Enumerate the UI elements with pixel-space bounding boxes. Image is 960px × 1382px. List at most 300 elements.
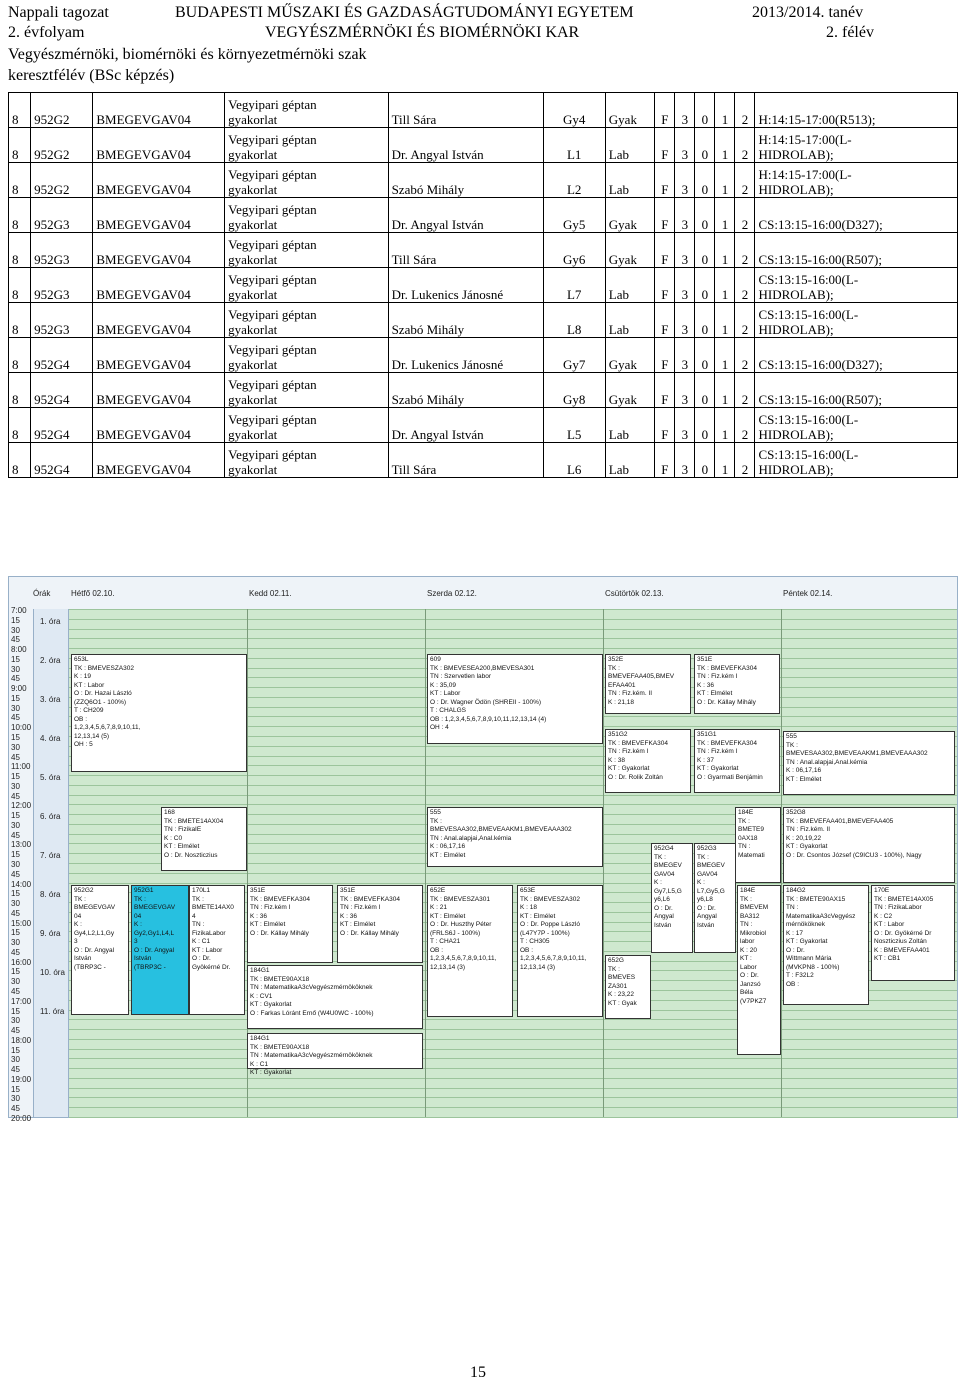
cell-b: 0 xyxy=(695,338,715,373)
hour-label: 17:00 xyxy=(11,996,32,1006)
hour-label: 45 xyxy=(11,908,20,918)
cell-grp: Gy4 xyxy=(543,93,605,128)
hour-label: 15 xyxy=(11,733,20,742)
hour-label: 15:00 xyxy=(11,918,32,928)
cell-sem: 8 xyxy=(9,198,31,233)
time-line2: HIDROLAB); xyxy=(758,322,834,337)
hour-label: 10:00 xyxy=(11,723,32,733)
time-line1: CS:13:15-16:00(L- xyxy=(758,307,859,322)
cell-c: 1 xyxy=(715,303,735,338)
timetable-event[interactable]: 170E TK : BMETE14AX05 TN : FizikaLabor K : C2 KT : Labor O : Dr. Gyökérné Dr Noszticzius Zoltán K : BMEVEFAA401 KT : CB1 xyxy=(871,885,955,981)
timetable-grid xyxy=(69,609,957,1117)
cell-b: 0 xyxy=(695,163,715,198)
cell-sem: 8 xyxy=(9,268,31,303)
subject-line1: Vegyipari géptan xyxy=(228,167,317,182)
cell-d: 2 xyxy=(735,268,755,303)
table-row xyxy=(9,373,958,408)
cell-a: 3 xyxy=(675,128,695,163)
cell-teacher: Szabó Mihály xyxy=(388,303,543,338)
cell-code: BMEGEVGAV04 xyxy=(93,268,225,303)
table-row xyxy=(9,198,958,233)
header-year: 2013/2014. tanév xyxy=(752,4,864,21)
hour-label: 7:00 xyxy=(11,606,27,615)
cell-grp: L1 xyxy=(543,128,605,163)
cell-time xyxy=(755,128,958,163)
cell-c: 1 xyxy=(715,233,735,268)
cell-time xyxy=(755,198,958,233)
subject-line1: Vegyipari géptan xyxy=(228,342,317,357)
cell-time xyxy=(755,338,958,373)
timetable-event[interactable]: 555 TK : BMEVESAA302,BMEVEAAKM1,BMEVEAAA302 TN : Anal.alapjai,Anal.kémia K : 06,17,16 KT : Elmélet xyxy=(783,731,955,795)
cell-teacher: Till Sára xyxy=(388,233,543,268)
cell-time xyxy=(755,268,958,303)
hour-label: 15 xyxy=(11,1045,20,1055)
cell-time xyxy=(755,443,958,478)
time-line1: CS:13:15-16:00(L- xyxy=(758,272,859,287)
cell-time xyxy=(755,233,958,268)
timetable-event[interactable]: 555 TK : BMEVESAA302,BMEVEAAKM1,BMEVEAAA302 TN : Anal.alapjai,Anal.kémia K : 06,17,16 KT : Elmélet xyxy=(427,807,603,867)
period-label: 2. óra xyxy=(40,656,61,665)
time-line1: CS:13:15-16:00(L- xyxy=(758,412,859,427)
cell-sem: 8 xyxy=(9,443,31,478)
cell-a: 3 xyxy=(675,268,695,303)
cell-b: 0 xyxy=(695,443,715,478)
cell-type: Lab xyxy=(605,303,655,338)
grid-line xyxy=(69,1029,957,1030)
day-friday: Péntek 02.14. xyxy=(783,589,833,598)
period-label: 8. óra xyxy=(40,890,61,899)
cell-grp: L7 xyxy=(543,268,605,303)
cell-a: 3 xyxy=(675,93,695,128)
hour-label: 30 xyxy=(11,1094,20,1104)
time-line2: CS:13:15-16:00(R507); xyxy=(758,392,882,407)
cell-f: F xyxy=(655,198,675,233)
cell-a: 3 xyxy=(675,443,695,478)
cell-code: BMEGEVGAV04 xyxy=(93,163,225,198)
hour-label: 45 xyxy=(11,1104,20,1114)
hour-label: 20:00 xyxy=(11,1114,32,1123)
time-line2: CS:13:15-16:00(D327); xyxy=(758,217,883,232)
hour-label: 30 xyxy=(11,625,20,635)
cell-grp: Gy5 xyxy=(543,198,605,233)
hour-label: 30 xyxy=(11,781,20,791)
hour-label: 18:00 xyxy=(11,1035,32,1045)
cell-grp: L2 xyxy=(543,163,605,198)
hour-label: 16:00 xyxy=(11,957,32,967)
timetable-event[interactable]: 609 TK : BMEVESEA200,BMEVESA301 TN : Szervetlen labor K : 35,09 KT : Labor O : Dr. Wagner Ödön (SHREII - 100%) T : CHALGS OB : 1,2,3,4,5,6,7,8,9,10,11,12,13,14 (4) OH : 4 xyxy=(427,654,603,744)
hour-label: 15 xyxy=(11,811,20,821)
grid-line xyxy=(69,609,957,610)
cell-subject xyxy=(225,198,388,233)
cell-type: Gyak xyxy=(605,198,655,233)
timetable-event[interactable]: 184G1 TK : BMETE90AX18 TN : MatematikaA3cVegyészmérnököknek K : CV1 KT : Gyakorlat O : Farkas Lóránt Ernő (W4U0WC - 100%) xyxy=(247,965,423,1029)
time-line1: CS:13:15-16:00(L- xyxy=(758,447,859,462)
cell-c: 1 xyxy=(715,408,735,443)
day-wednesday: Szerda 02.12. xyxy=(427,589,477,598)
subject-line2: gyakorlat xyxy=(228,217,278,232)
cell-f: F xyxy=(655,163,675,198)
cell-a: 3 xyxy=(675,163,695,198)
grid-line xyxy=(69,1039,957,1040)
hour-label: 45 xyxy=(11,1065,20,1075)
cell-group: 952G4 xyxy=(31,443,93,478)
cell-f: F xyxy=(655,233,675,268)
period-label: 11. óra xyxy=(40,1007,65,1016)
day-monday: Hétfő 02.10. xyxy=(71,589,115,598)
header-program-type: keresztfélév (BSc képzés) xyxy=(8,67,175,84)
hour-label: 15 xyxy=(11,1006,20,1016)
subject-line2: gyakorlat xyxy=(228,252,278,267)
timetable-event[interactable]: 184E TK : BMETE9 0AX18 TN : Matemati xyxy=(735,807,781,883)
time-line2: HIDROLAB); xyxy=(758,182,834,197)
grid-line xyxy=(69,629,957,630)
cell-f: F xyxy=(655,268,675,303)
timetable-event[interactable]: 351G2 TK : BMEVEFKA304 TN : Fiz.kém I K : 38 KT : Gyakorlat O : Dr. Rolik Zoltán xyxy=(605,729,691,793)
subject-line1: Vegyipari géptan xyxy=(228,447,317,462)
cell-f: F xyxy=(655,338,675,373)
cell-a: 3 xyxy=(675,303,695,338)
cell-code: BMEGEVGAV04 xyxy=(93,303,225,338)
cell-a: 3 xyxy=(675,408,695,443)
cell-b: 0 xyxy=(695,373,715,408)
cell-group: 952G3 xyxy=(31,303,93,338)
hour-label: 45 xyxy=(11,830,20,840)
hour-label: 30 xyxy=(11,703,20,713)
day-divider xyxy=(781,609,782,1117)
cell-sem: 8 xyxy=(9,128,31,163)
period-label: 4. óra xyxy=(40,734,61,743)
cell-group: 952G2 xyxy=(31,163,93,198)
grid-line xyxy=(69,1097,957,1098)
cell-teacher: Dr. Angyal István xyxy=(388,128,543,163)
grid-line xyxy=(69,1107,957,1108)
timetable-event[interactable]: 952G4 TK : BMEGEV GAV04 K : Gy7,L5,G y6,L6 O : Dr. Angyal István xyxy=(651,843,693,953)
cell-b: 0 xyxy=(695,233,715,268)
timetable-event[interactable]: 184E TK : BMEVEM BA312 TN : Mikrobiol labor K : 20 KT : Labor O : Dr. Janzsó Béla (V7PKZ7 xyxy=(737,885,781,1055)
header-program: Vegyészmérnöki, biomérnöki és környezetmérnöki szak xyxy=(8,46,367,63)
cell-a: 3 xyxy=(675,233,695,268)
cell-grp: Gy6 xyxy=(543,233,605,268)
hour-label: 30 xyxy=(11,860,20,869)
table-row xyxy=(9,233,958,268)
hour-label: 45 xyxy=(11,1026,20,1036)
timetable-corner: Órák xyxy=(33,589,51,598)
timetable-event[interactable]: 652E TK : BMEVESZA301 K : 21 KT : Elmélet O : Dr. Huszthy Péter (FRLS6J - 100%) T : CHA21 OB : 1,2,3,4,5,6,7,8,9,10,11, 12,13,14 (3) xyxy=(427,885,513,1017)
table-row xyxy=(9,303,958,338)
timetable-event[interactable]: 952G1 TK : BMEGEVGAV 04 K : Gy2,Gy1,L4,L 3 O : Dr. Angyal István (TBRP3C - xyxy=(131,885,189,1015)
table-row xyxy=(9,338,958,373)
grid-line xyxy=(69,648,957,649)
timetable-event[interactable]: 351E TK : BMEVEFKA304 TN : Fiz.kém I K : 36 KT : Elmélet O : Dr. Kállay Mihály xyxy=(247,885,333,963)
cell-f: F xyxy=(655,373,675,408)
subject-line1: Vegyipari géptan xyxy=(228,377,317,392)
hour-label: 13:00 xyxy=(11,840,32,850)
cell-time xyxy=(755,373,958,408)
hour-label: 15 xyxy=(11,654,20,664)
time-line2: HIDROLAB); xyxy=(758,427,834,442)
cell-sem: 8 xyxy=(9,303,31,338)
cell-group: 952G3 xyxy=(31,233,93,268)
hour-label: 45 xyxy=(11,791,20,801)
cell-type: Lab xyxy=(605,408,655,443)
timetable-event[interactable]: 170L1 TK : BMETE14AX0 4 TN : FizikaLabor K : C1 KT : Labor O : Dr. Gyökérné Dr. xyxy=(189,885,245,1015)
hour-label: 30 xyxy=(11,742,20,752)
cell-teacher: Dr. Angyal István xyxy=(388,408,543,443)
cell-b: 0 xyxy=(695,198,715,233)
cell-teacher: Dr. Lukenics Jánosné xyxy=(388,268,543,303)
cell-d: 2 xyxy=(735,408,755,443)
cell-code: BMEGEVGAV04 xyxy=(93,338,225,373)
grid-line xyxy=(69,1088,957,1089)
cell-f: F xyxy=(655,128,675,163)
timetable-event[interactable]: 351E TK : BMEVEFKA304 TN : Fiz.kém I K : 36 KT : Elmélet O : Dr. Kállay Mihály xyxy=(694,654,780,714)
cell-d: 2 xyxy=(735,443,755,478)
cell-subject xyxy=(225,93,388,128)
time-line2: HIDROLAB); xyxy=(758,147,834,162)
timetable-header xyxy=(9,577,957,610)
timetable-event[interactable]: 351G1 TK : BMEVEFKA304 TN : Fiz.kém I K : 37 KT : Gyakorlat O : Gyarmati Benjámin xyxy=(694,729,780,793)
hour-label: 15 xyxy=(11,850,20,860)
cell-subject xyxy=(225,338,388,373)
table-row xyxy=(9,163,958,198)
timetable-event[interactable]: 184G2 TK : BMETE90AX15 TN : MatematikaA3cVegyész mérnököknek K : 17 KT : Gyakorlat O : Dr. Wittmann Mária (MVKPN8 - 100%) T : F32L2 OB : xyxy=(783,885,869,1005)
cell-b: 0 xyxy=(695,408,715,443)
timetable-event[interactable]: 168 TK : BMETE14AX04 TN : FizikaIE K : C0 KT : Elmélet O : Dr. Noszticzius xyxy=(161,807,247,871)
cell-sem: 8 xyxy=(9,163,31,198)
hour-label: 15 xyxy=(11,1084,20,1094)
cell-grp: L6 xyxy=(543,443,605,478)
cell-grp: Gy8 xyxy=(543,373,605,408)
cell-f: F xyxy=(655,443,675,478)
cell-type: Gyak xyxy=(605,233,655,268)
cell-teacher: Szabó Mihály xyxy=(388,163,543,198)
cell-group: 952G2 xyxy=(31,93,93,128)
cell-subject xyxy=(225,163,388,198)
grid-line xyxy=(69,1049,957,1050)
hour-label: 15 xyxy=(11,615,20,625)
cell-group: 952G4 xyxy=(31,373,93,408)
subject-line2: gyakorlat xyxy=(228,112,278,127)
header-left1: Nappali tagozat xyxy=(8,4,109,21)
cell-d: 2 xyxy=(735,93,755,128)
cell-time xyxy=(755,408,958,443)
hour-label: 30 xyxy=(11,977,20,987)
hour-label: 15 xyxy=(11,967,20,977)
period-label: 6. óra xyxy=(40,812,61,821)
cell-time xyxy=(755,163,958,198)
hour-label: 30 xyxy=(11,820,20,830)
cell-type: Lab xyxy=(605,163,655,198)
period-label: 5. óra xyxy=(40,773,61,782)
cell-subject xyxy=(225,408,388,443)
cell-time xyxy=(755,303,958,338)
cell-c: 1 xyxy=(715,373,735,408)
grid-line xyxy=(69,619,957,620)
grid-line xyxy=(69,1068,957,1069)
subject-line2: gyakorlat xyxy=(228,392,278,407)
hour-label: 30 xyxy=(11,1055,20,1065)
hour-label: 9:00 xyxy=(11,684,27,694)
cell-f: F xyxy=(655,303,675,338)
cell-sem: 8 xyxy=(9,338,31,373)
hour-label: 30 xyxy=(11,899,20,909)
hour-label: 45 xyxy=(11,635,20,645)
time-line2: HIDROLAB); xyxy=(758,287,834,302)
timetable-event[interactable]: 952G2 TK : BMEGEVGAV 04 K : Gy4,L2,L1,Gy 3 O : Dr. Angyal István (TBRP3C - xyxy=(71,885,129,1015)
table-row xyxy=(9,268,958,303)
cell-code: BMEGEVGAV04 xyxy=(93,408,225,443)
cell-c: 1 xyxy=(715,198,735,233)
timetable-event[interactable]: 653E TK : BMEVESZA302 K : 18 KT : Elmélet O : Dr. Poppe László (L47Y7P - 100%) T : CH305 OB : 1,2,3,4,5,6,7,8,9,10,11, 12,13,14 (3) xyxy=(517,885,603,1017)
cell-d: 2 xyxy=(735,338,755,373)
cell-f: F xyxy=(655,408,675,443)
grid-line xyxy=(69,804,957,805)
cell-subject xyxy=(225,373,388,408)
cell-sem: 8 xyxy=(9,408,31,443)
cell-c: 1 xyxy=(715,268,735,303)
table-row xyxy=(9,408,958,443)
subject-line1: Vegyipari géptan xyxy=(228,132,317,147)
hour-label: 15 xyxy=(11,928,20,938)
cell-code: BMEGEVGAV04 xyxy=(93,93,225,128)
cell-type: Gyak xyxy=(605,93,655,128)
timetable-event[interactable]: 352G8 TK : BMEVEFAA401,BMEVEFAA405 TN : Fiz.kém. II K : 20,19,22 KT : Gyakorlat O : Dr. Csontos József (C9ICU3 - 100%), Nagy xyxy=(783,807,955,883)
cell-d: 2 xyxy=(735,198,755,233)
period-label: 1. óra xyxy=(40,617,61,626)
day-divider xyxy=(425,609,426,1117)
cell-code: BMEGEVGAV04 xyxy=(93,233,225,268)
time-line2: HIDROLAB); xyxy=(758,462,834,477)
cell-c: 1 xyxy=(715,163,735,198)
cell-type: Lab xyxy=(605,443,655,478)
cell-b: 0 xyxy=(695,303,715,338)
grid-line xyxy=(69,1019,957,1020)
hour-label: 30 xyxy=(11,1016,20,1026)
table-row xyxy=(9,128,958,163)
cell-group: 952G4 xyxy=(31,408,93,443)
cell-time xyxy=(755,93,958,128)
cell-sem: 8 xyxy=(9,233,31,268)
subject-line2: gyakorlat xyxy=(228,462,278,477)
cell-teacher: Till Sára xyxy=(388,93,543,128)
cell-c: 1 xyxy=(715,338,735,373)
cell-group: 952G3 xyxy=(31,268,93,303)
subject-line1: Vegyipari géptan xyxy=(228,202,317,217)
time-line2: H:14:15-17:00(R513); xyxy=(758,112,876,127)
cell-teacher: Dr. Angyal István xyxy=(388,198,543,233)
period-label: 10. óra xyxy=(40,968,65,977)
cell-sem: 8 xyxy=(9,373,31,408)
hour-label: 15 xyxy=(11,889,20,899)
cell-code: BMEGEVGAV04 xyxy=(93,128,225,163)
cell-d: 2 xyxy=(735,163,755,198)
cell-grp: Gy7 xyxy=(543,338,605,373)
header-faculty: VEGYÉSZMÉRNÖKI ÉS BIOMÉRNÖKI KAR xyxy=(265,24,580,41)
timetable-event[interactable]: 653L TK : BMEVESZA302 K : 19 KT : Labor O : Dr. Hazai László (ZZQ6O1 - 100%) T : CH209 OB : 1,2,3,4,5,6,7,8,9,10,11, 12,13,14 (5) OH : 5 xyxy=(71,654,247,772)
cell-a: 3 xyxy=(675,338,695,373)
timetable-event[interactable]: 352E TK : BMEVEFAA405,BMEV EFAA401 TN : Fiz.kém. II K : 21,18 xyxy=(605,654,691,714)
hour-label: 8:00 xyxy=(11,645,27,655)
cell-subject xyxy=(225,443,388,478)
hour-label: 12:00 xyxy=(11,801,32,811)
cell-a: 3 xyxy=(675,198,695,233)
hour-label: 45 xyxy=(11,947,20,957)
cell-b: 0 xyxy=(695,93,715,128)
cell-code: BMEGEVGAV04 xyxy=(93,198,225,233)
time-line1: H:14:15-17:00(L- xyxy=(758,167,852,182)
cell-type: Gyak xyxy=(605,338,655,373)
hour-column xyxy=(9,606,34,1123)
cell-grp: L5 xyxy=(543,408,605,443)
subject-line2: gyakorlat xyxy=(228,322,278,337)
hour-label: 11:00 xyxy=(11,762,31,772)
cell-subject xyxy=(225,303,388,338)
cell-subject xyxy=(225,128,388,163)
subject-line2: gyakorlat xyxy=(228,427,278,442)
cell-type: Lab xyxy=(605,128,655,163)
subject-line1: Vegyipari géptan xyxy=(228,307,317,322)
cell-d: 2 xyxy=(735,128,755,163)
day-thursday: Csütörtök 02.13. xyxy=(605,589,664,598)
subject-line2: gyakorlat xyxy=(228,182,278,197)
hour-label: 30 xyxy=(11,938,20,948)
header-left2: 2. évfolyam xyxy=(8,24,85,41)
cell-group: 952G2 xyxy=(31,128,93,163)
hour-label: 15 xyxy=(11,772,20,782)
hour-label: 45 xyxy=(11,752,20,762)
cell-group: 952G3 xyxy=(31,198,93,233)
cell-code: BMEGEVGAV04 xyxy=(93,373,225,408)
cell-d: 2 xyxy=(735,303,755,338)
cell-c: 1 xyxy=(715,128,735,163)
subject-line1: Vegyipari géptan xyxy=(228,272,317,287)
hour-label: 19:00 xyxy=(11,1074,32,1084)
period-label: 9. óra xyxy=(40,929,61,938)
timetable-event[interactable]: 952G3 TK : BMEGEV GAV04 K : L7,Gy5,G y6,L8 O : Dr. Angyal István xyxy=(694,843,736,953)
subject-line2: gyakorlat xyxy=(228,357,278,372)
course-table xyxy=(8,92,958,478)
cell-c: 1 xyxy=(715,93,735,128)
grid-line xyxy=(69,1078,957,1079)
timetable-event[interactable]: 184G1 TK : BMETE90AX18 TN : MatematikaA3cVegyészmérnököknek K : C1 KT : Gyakorlat xyxy=(247,1033,423,1069)
period-label: 7. óra xyxy=(40,851,61,860)
cell-teacher: Till Sára xyxy=(388,443,543,478)
day-tuesday: Kedd 02.11. xyxy=(249,589,292,598)
hour-label: 30 xyxy=(11,664,20,674)
timetable-screenshot xyxy=(8,576,958,1123)
cell-d: 2 xyxy=(735,233,755,268)
day-divider xyxy=(603,609,604,1117)
grid-line xyxy=(69,638,957,639)
cell-subject xyxy=(225,233,388,268)
grid-line xyxy=(69,1117,957,1118)
grid-line xyxy=(69,1058,957,1059)
header-university: BUDAPESTI MŰSZAKI ÉS GAZDASÁGTUDOMÁNYI EGYETEM xyxy=(175,4,634,21)
table-row xyxy=(9,93,958,128)
period-column xyxy=(34,609,69,1117)
page-number: 15 xyxy=(470,1364,486,1381)
cell-group: 952G4 xyxy=(31,338,93,373)
cell-type: Gyak xyxy=(605,373,655,408)
subject-line2: gyakorlat xyxy=(228,147,278,162)
timetable-event[interactable]: 652G TK : BMEVES ZA301 K : 23,22 KT : Gyak xyxy=(605,955,651,1019)
subject-line2: gyakorlat xyxy=(228,287,278,302)
cell-grp: L8 xyxy=(543,303,605,338)
timetable-event[interactable]: 351E TK : BMEVEFKA304 TN : Fiz.kém I K : 36 KT : Elmélet O : Dr. Kállay Mihály xyxy=(337,885,423,963)
cell-teacher: Dr. Lukenics Jánosné xyxy=(388,338,543,373)
cell-c: 1 xyxy=(715,443,735,478)
hour-label: 14:00 xyxy=(11,879,32,889)
